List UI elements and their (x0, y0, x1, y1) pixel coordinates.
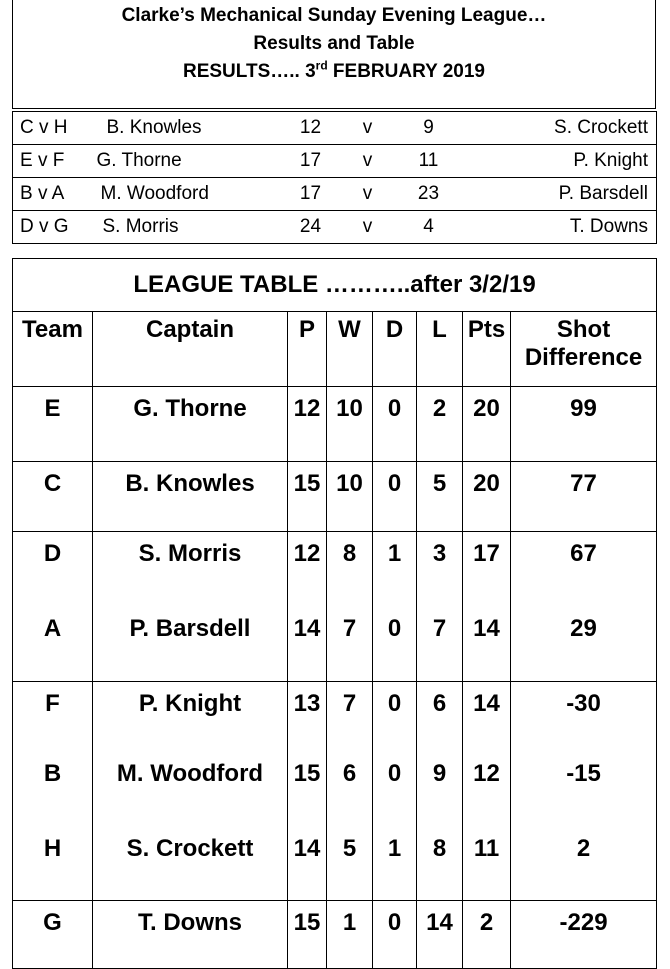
home-captain: B. Knowles (79, 112, 279, 145)
header-box (12, 0, 656, 109)
won-cell: 7 (327, 682, 373, 752)
away-captain: P. Barsdell (465, 178, 657, 211)
match-code: E v F (13, 145, 79, 178)
team-cell: E (13, 387, 93, 462)
home-score: 12 (279, 112, 343, 145)
points-cell: 17 (463, 532, 511, 607)
away-captain: P. Knight (465, 145, 657, 178)
played-cell: 15 (288, 901, 327, 969)
played-cell: 14 (288, 827, 327, 901)
team-cell: G (13, 901, 93, 969)
played-cell: 12 (288, 532, 327, 607)
shot-difference-cell: 77 (511, 462, 657, 532)
won-cell: 10 (327, 387, 373, 462)
points-cell: 20 (463, 462, 511, 532)
header-played: P (288, 312, 327, 387)
drawn-cell: 0 (373, 607, 417, 682)
home-captain: M. Woodford (79, 178, 279, 211)
captain-cell: S. Morris (93, 532, 288, 607)
header-team: Team (13, 312, 93, 387)
league-header-row (13, 312, 657, 387)
shot-difference-cell: -15 (511, 752, 657, 827)
captain-cell: M. Woodford (93, 752, 288, 827)
drawn-cell: 0 (373, 752, 417, 827)
results-date (13, 58, 655, 86)
league-row (13, 752, 657, 827)
league-name: Clarke’s Mechanical Sunday Evening League… (121, 5, 547, 26)
league-row (13, 607, 657, 682)
away-score: 23 (393, 178, 465, 211)
played-cell: 14 (288, 607, 327, 682)
subtitle: Results and Table (253, 33, 415, 54)
team-cell: B (13, 752, 93, 827)
drawn-cell: 0 (373, 387, 417, 462)
shot-difference-cell: 2 (511, 827, 657, 901)
shot-difference-cell: 99 (511, 387, 657, 462)
drawn-cell: 0 (373, 682, 417, 752)
league-row (13, 901, 657, 969)
lost-cell: 9 (417, 752, 463, 827)
drawn-cell: 1 (373, 532, 417, 607)
header-difference: Difference (524, 344, 643, 371)
lost-cell: 6 (417, 682, 463, 752)
header-shot-difference (511, 312, 657, 387)
won-cell: 10 (327, 462, 373, 532)
team-cell: F (13, 682, 93, 752)
header-lost: L (417, 312, 463, 387)
league-row (13, 387, 657, 462)
captain-cell: S. Crockett (93, 827, 288, 901)
lost-cell: 7 (417, 607, 463, 682)
away-score: 4 (393, 211, 465, 244)
captain-cell: G. Thorne (93, 387, 288, 462)
results-date-pre: RESULTS….. 3 (182, 61, 316, 82)
drawn-cell: 0 (373, 901, 417, 969)
league-table (12, 258, 657, 969)
away-captain: T. Downs (465, 211, 657, 244)
result-row (13, 178, 657, 211)
versus: v (343, 112, 393, 145)
played-cell: 13 (288, 682, 327, 752)
result-row (13, 211, 657, 244)
shot-difference-cell: -30 (511, 682, 657, 752)
points-cell: 14 (463, 607, 511, 682)
header-shot: Shot (556, 316, 611, 343)
header-won: W (327, 312, 373, 387)
shot-difference-cell: -229 (511, 901, 657, 969)
points-cell: 14 (463, 682, 511, 752)
captain-cell: P. Barsdell (93, 607, 288, 682)
league-row (13, 682, 657, 752)
home-score: 17 (279, 145, 343, 178)
team-cell: C (13, 462, 93, 532)
away-score: 9 (393, 112, 465, 145)
away-score: 11 (393, 145, 465, 178)
lost-cell: 8 (417, 827, 463, 901)
league-table-title: LEAGUE TABLE ………..after 3/2/19 (13, 259, 657, 312)
result-row (13, 112, 657, 145)
match-code: D v G (13, 211, 79, 244)
won-cell: 5 (327, 827, 373, 901)
played-cell: 15 (288, 462, 327, 532)
home-score: 17 (279, 178, 343, 211)
header-drawn: D (373, 312, 417, 387)
team-cell: D (13, 532, 93, 607)
lost-cell: 14 (417, 901, 463, 969)
league-row (13, 827, 657, 901)
league-row (13, 532, 657, 607)
drawn-cell: 0 (373, 462, 417, 532)
won-cell: 6 (327, 752, 373, 827)
shot-difference-cell: 29 (511, 607, 657, 682)
points-cell: 12 (463, 752, 511, 827)
results-date-post: FEBRUARY 2019 (327, 61, 485, 82)
lost-cell: 3 (417, 532, 463, 607)
lost-cell: 2 (417, 387, 463, 462)
won-cell: 1 (327, 901, 373, 969)
home-captain: S. Morris (79, 211, 279, 244)
home-score: 24 (279, 211, 343, 244)
shot-difference-cell: 67 (511, 532, 657, 607)
captain-cell: T. Downs (93, 901, 288, 969)
points-cell: 11 (463, 827, 511, 901)
versus: v (343, 211, 393, 244)
won-cell: 8 (327, 532, 373, 607)
points-cell: 20 (463, 387, 511, 462)
header-points: Pts (463, 312, 511, 387)
drawn-cell: 1 (373, 827, 417, 901)
points-cell: 2 (463, 901, 511, 969)
captain-cell: B. Knowles (93, 462, 288, 532)
results-table (12, 111, 657, 244)
home-captain: G. Thorne (79, 145, 279, 178)
team-cell: H (13, 827, 93, 901)
team-cell: A (13, 607, 93, 682)
match-code: C v H (13, 112, 79, 145)
match-code: B v A (13, 178, 79, 211)
played-cell: 15 (288, 752, 327, 827)
results-date-sup: rd (315, 58, 328, 73)
league-row (13, 462, 657, 532)
away-captain: S. Crockett (465, 112, 657, 145)
won-cell: 7 (327, 607, 373, 682)
played-cell: 12 (288, 387, 327, 462)
captain-cell: P. Knight (93, 682, 288, 752)
versus: v (343, 145, 393, 178)
versus: v (343, 178, 393, 211)
result-row (13, 145, 657, 178)
header-captain: Captain (93, 312, 288, 387)
lost-cell: 5 (417, 462, 463, 532)
